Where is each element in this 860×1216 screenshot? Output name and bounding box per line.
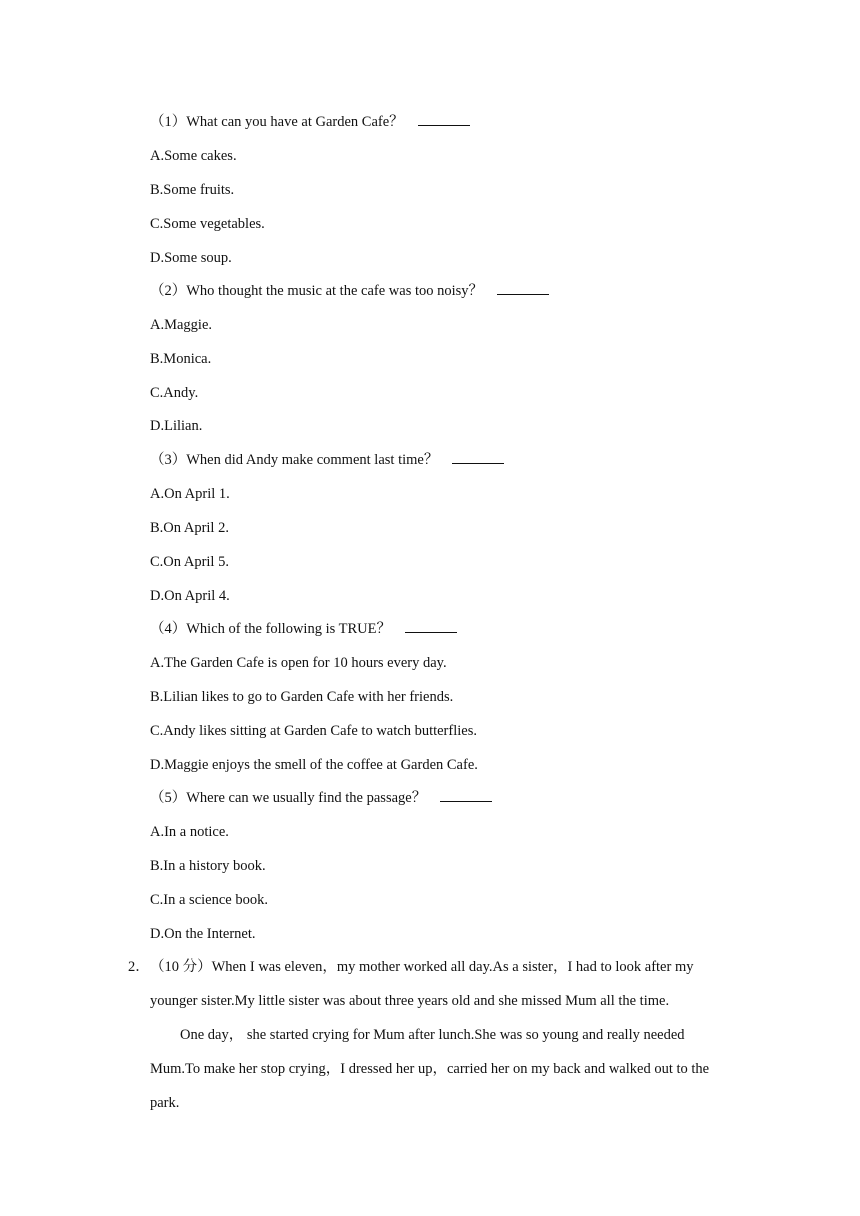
section-2-number: 2． — [128, 959, 150, 975]
q4-option-d: D.Maggie enjoys the smell of the coffee at Garden Cafe. — [150, 757, 478, 773]
passage-line-3: One day， she started crying for Mum after lunch.She was so young and really needed — [180, 1027, 685, 1043]
question-4 — [150, 620, 457, 638]
q3-option-b: B.On April 2. — [150, 520, 229, 536]
answer-blank-3[interactable] — [452, 451, 504, 464]
q5-option-c: C.In a science book. — [150, 892, 268, 908]
q3-option-c: C.On April 5. — [150, 554, 229, 570]
q2-option-b: B.Monica. — [150, 351, 212, 367]
q3-option-a: A.On April 1. — [150, 486, 230, 502]
q2-option-a: A.Maggie. — [150, 317, 213, 333]
passage-line-1: （10 分）When I was eleven，my mother worked all day.As a sister，I had to look after my — [150, 959, 694, 975]
question-5-prompt: （5）Where can we usually find the passage？ — [150, 790, 427, 806]
answer-blank-5[interactable] — [440, 789, 492, 802]
question-3 — [150, 451, 504, 469]
q2-option-c: C.Andy. — [150, 385, 199, 401]
q5-option-d: D.On the Internet. — [150, 926, 256, 942]
question-2-prompt: （2）Who thought the music at the cafe was too noisy？ — [150, 283, 484, 299]
answer-blank-4[interactable] — [405, 620, 457, 633]
question-3-prompt: （3）When did Andy make comment last time？ — [150, 452, 439, 468]
passage-line-2: younger sister.My little sister was about three years old and she missed Mum all the time. — [150, 993, 670, 1009]
question-1 — [150, 113, 470, 131]
question-2 — [150, 282, 549, 300]
q5-option-a: A.In a notice. — [150, 824, 229, 840]
q2-option-d: D.Lilian. — [150, 418, 203, 434]
q4-option-b: B.Lilian likes to go to Garden Cafe with her friends. — [150, 689, 454, 705]
q1-option-c: C.Some vegetables. — [150, 216, 265, 232]
question-4-prompt: （4）Which of the following is TRUE？ — [150, 621, 391, 637]
answer-blank-2[interactable] — [497, 282, 549, 295]
q4-option-c: C.Andy likes sitting at Garden Cafe to watch butterflies. — [150, 723, 477, 739]
q5-option-b: B.In a history book. — [150, 858, 266, 874]
answer-blank-1[interactable] — [418, 113, 470, 126]
passage-line-5: park. — [150, 1095, 180, 1111]
passage-line-4: Mum.To make her stop crying，I dressed her up，carried her on my back and walked out to the — [150, 1061, 710, 1077]
question-5 — [150, 789, 492, 807]
q1-option-a: A.Some cakes. — [150, 148, 237, 164]
q1-option-d: D.Some soup. — [150, 250, 232, 266]
question-1-prompt: （1）What can you have at Garden Cafe？ — [150, 114, 404, 130]
q3-option-d: D.On April 4. — [150, 588, 230, 604]
q4-option-a: A.The Garden Cafe is open for 10 hours every day. — [150, 655, 447, 671]
q1-option-b: B.Some fruits. — [150, 182, 235, 198]
